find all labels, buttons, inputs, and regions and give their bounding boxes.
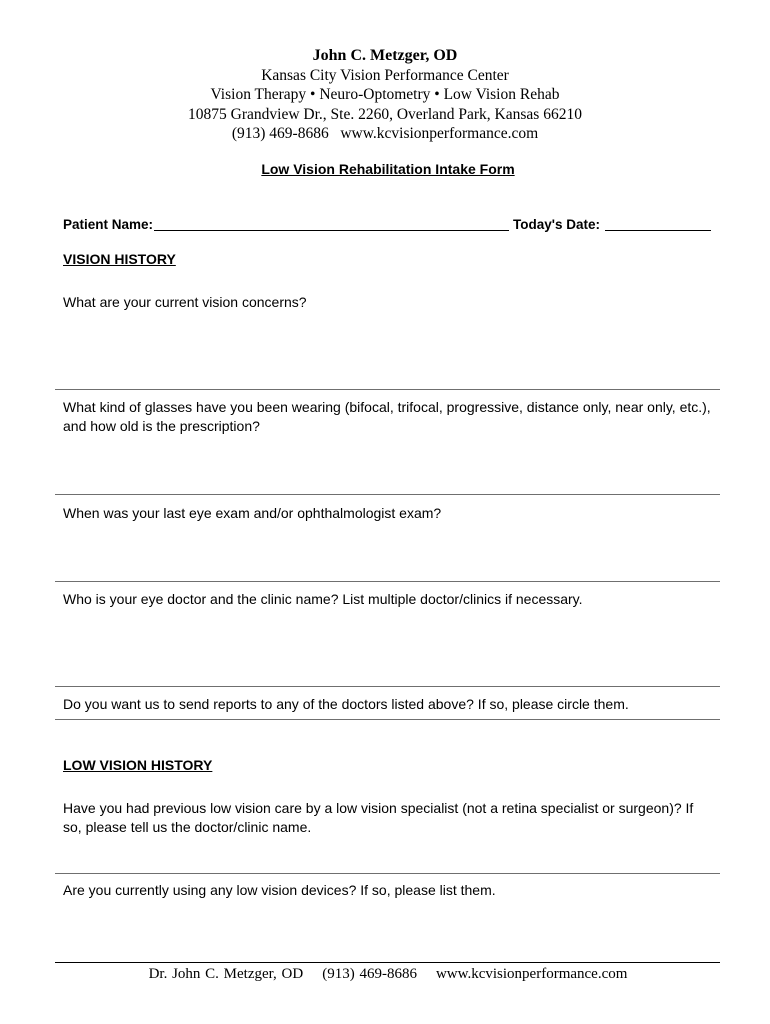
- question-send-reports: Do you want us to send reports to any of the doctors listed above? If so, please circle them.: [63, 696, 629, 712]
- section-low-vision-history: LOW VISION HISTORY: [63, 757, 213, 773]
- question-glasses-history: What kind of glasses have you been wearing (bifocal, trifocal, progressive, distance only, near only, etc.), and how old is the prescription?: [63, 399, 711, 434]
- letterhead: [0, 46, 770, 143]
- answer-area-q2[interactable]: [55, 494, 720, 495]
- footer-doctor: Dr. John C. Metzger, OD: [148, 966, 304, 982]
- footer-divider: [55, 962, 720, 963]
- footer-phone: (913) 469-8686: [322, 966, 417, 982]
- answer-area-q4[interactable]: [55, 686, 720, 687]
- answer-area-q5[interactable]: [55, 719, 720, 720]
- question-low-vision-devices: Are you currently using any low vision devices? If so, please list them.: [63, 882, 496, 898]
- patient-name-field[interactable]: [154, 230, 509, 231]
- contact-line: (913) 469-8686 www.kcvisionperformance.com: [231, 124, 539, 142]
- answer-area-q3[interactable]: [55, 581, 720, 582]
- todays-date-field[interactable]: [605, 230, 711, 231]
- form-title: Low Vision Rehabilitation Intake Form: [261, 161, 515, 177]
- answer-area-q1[interactable]: [55, 389, 720, 390]
- practice-name: Kansas City Vision Performance Center: [261, 67, 509, 84]
- address-line: 10875 Grandview Dr., Ste. 2260, Overland Park, Kansas 66210: [188, 105, 582, 123]
- answer-area-q6[interactable]: [55, 873, 720, 874]
- question-eye-doctor: Who is your eye doctor and the clinic name? List multiple doctor/clinics if necessary.: [63, 591, 583, 607]
- footer: [0, 966, 770, 983]
- services-line: Vision Therapy • Neuro-Optometry • Low Vision Rehab: [210, 86, 560, 104]
- question-previous-low-vision-care: Have you had previous low vision care by a low vision specialist (not a retina specialist or surgeon)? If so, please tell us the doctor/clinic name.: [63, 800, 694, 835]
- todays-date-label: Today's Date:: [513, 217, 600, 232]
- doctor-name: John C. Metzger, OD: [312, 47, 458, 64]
- section-vision-history: VISION HISTORY: [63, 251, 176, 267]
- question-current-vision-concerns: What are your current vision concerns?: [63, 294, 307, 310]
- footer-website: www.kcvisionperformance.com: [435, 966, 628, 982]
- question-last-eye-exam: When was your last eye exam and/or ophthalmologist exam?: [63, 505, 442, 521]
- patient-name-label: Patient Name:: [63, 217, 154, 232]
